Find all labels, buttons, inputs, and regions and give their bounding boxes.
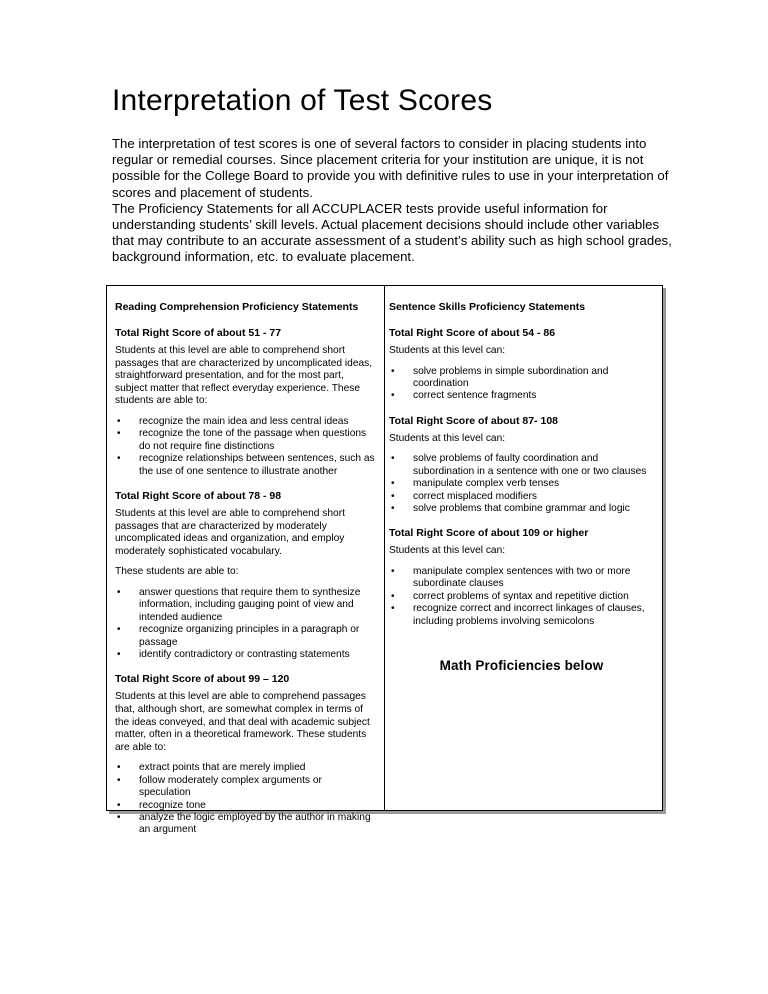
list-item: • extract points that are merely implied [117,762,306,774]
bullet-icon: • [117,762,121,774]
list-item: • solve problems in simple subordination and coordination [391,365,609,389]
list-item: • recognize correct and incorrect linkages of clauses, including problems involving semicolons [391,603,645,627]
bullet-icon: • [391,503,395,515]
score-heading: Total Right Score of about 87- 108 [389,414,558,427]
list-item: • correct sentence fragments [391,390,537,402]
bullet-icon: • [391,590,395,602]
bullet-icon: • [391,478,395,490]
page-title: Interpretation of Test Scores [112,84,493,117]
list-item: • correct problems of syntax and repetitive diction [391,590,629,602]
math-proficiencies-note: Math Proficiencies below [439,658,604,674]
list-item: • recognize relationships between sentences, such as the use of one sentence to illustrate another [117,453,375,477]
bullet-icon: • [391,365,395,377]
reading-level-1 [115,327,376,478]
level-description: Students at this level can: [389,432,506,444]
bullet-icon: • [117,428,121,440]
intro-text [112,136,672,266]
bullet-icon: • [117,453,121,465]
bullet-icon: • [117,812,121,823]
list-item: • recognize organizing principles in a paragraph or passage [117,624,360,648]
sentence-heading: Sentence Skills Proficiency Statements [389,301,586,313]
reading-level-3 [115,673,376,836]
list-item: • correct misplaced modifiers [391,490,537,502]
level-description: Students at this level are able to comprehend short passages that are characterized by uncomplicated ideas, straightforward presentation, and for the most part, subject matter that reflect everyday experience. These students are able to: [115,345,373,407]
list-item: • recognize tone [117,799,206,811]
bullet-icon: • [391,390,395,402]
score-heading: Total Right Score of about 99 – 120 [115,673,290,686]
bullet-icon: • [117,624,121,636]
list-item: • recognize the tone of the passage when questions do not require fine distinctions [117,428,367,452]
list-item: • answer questions that require them to synthesize information, including gauging point of view and intended audience [117,586,361,623]
intro-paragraph: The interpretation of test scores is one of several factors to consider in placing students into regular or remedial courses. Since placement criteria for your institution are unique, it is not possible for the College Board to provide you with definitive rules to use in your interpretation of scores and placement of students. [112,136,669,200]
bullet-icon: • [391,603,395,615]
list-item: • solve problems that combine grammar and logic [391,503,630,515]
skill-list [389,566,654,628]
intro-paragraph: The Proficiency Statements for all ACCUPLACER tests provide useful information for understanding students’ skill levels. Actual placement decisions should include other variables that may contribute to an accurate assessment of a student’s ability such as high school grades, background information, etc. to evaluate placement. [112,200,672,265]
bullet-icon: • [391,566,395,578]
sentence-level-1 [389,327,654,403]
list-item: • solve problems of faulty coordination and subordination in a sentence with one or two clauses [391,453,647,477]
level-description: These students are able to: [115,566,239,578]
score-heading: Total Right Score of about 51 - 77 [115,327,282,339]
list-item: • identify contradictory or contrasting statements [117,649,350,660]
sentence-column [385,286,662,810]
level-description: Students at this level are able to comprehend short passages that are characterized by moderately uncomplicated ideas and organization, and employ moderately sophisticated vocabulary. [115,508,345,557]
reading-column [107,286,385,836]
skill-list [115,587,376,661]
bullet-icon: • [117,799,121,811]
list-item: • manipulate complex sentences with two or more subordinate clauses [391,566,631,590]
skill-list [389,453,654,515]
score-heading: Total Right Score of about 78 - 98 [115,490,282,502]
bullet-icon: • [117,774,121,786]
bullet-icon: • [391,490,395,502]
bullet-icon: • [117,415,121,427]
skill-list [115,416,376,478]
sentence-level-2 [389,415,654,516]
score-heading: Total Right Score of about 54 - 86 [389,327,556,339]
level-description: Students at this level can: [389,345,506,356]
level-description: Students at this level are able to comprehend passages that, although short, are somewhat complex in terms of the ideas conveyed, and that deal with academic subject matter, often in a theoretical framework. These students are able to: [115,691,370,753]
score-heading: Total Right Score of about 109 or higher [389,527,589,540]
sentence-level-3 [389,527,654,628]
skill-list [115,762,376,836]
reading-level-2 [115,490,376,661]
reading-heading: Reading Comprehension Proficiency Statements [115,301,359,313]
bullet-icon: • [117,586,121,598]
list-item: • analyze the logic employed by the author in making an argument [117,812,371,836]
level-description: Students at this level can: [389,545,506,557]
proficiency-table [106,285,663,836]
list-item: • manipulate complex verb tenses [391,478,560,490]
bullet-icon: • [391,453,395,465]
bullet-icon: • [117,649,121,660]
skill-list [389,366,654,403]
list-item: • recognize the main idea and less central ideas [117,415,349,427]
list-item: • follow moderately complex arguments or speculation [117,774,322,799]
